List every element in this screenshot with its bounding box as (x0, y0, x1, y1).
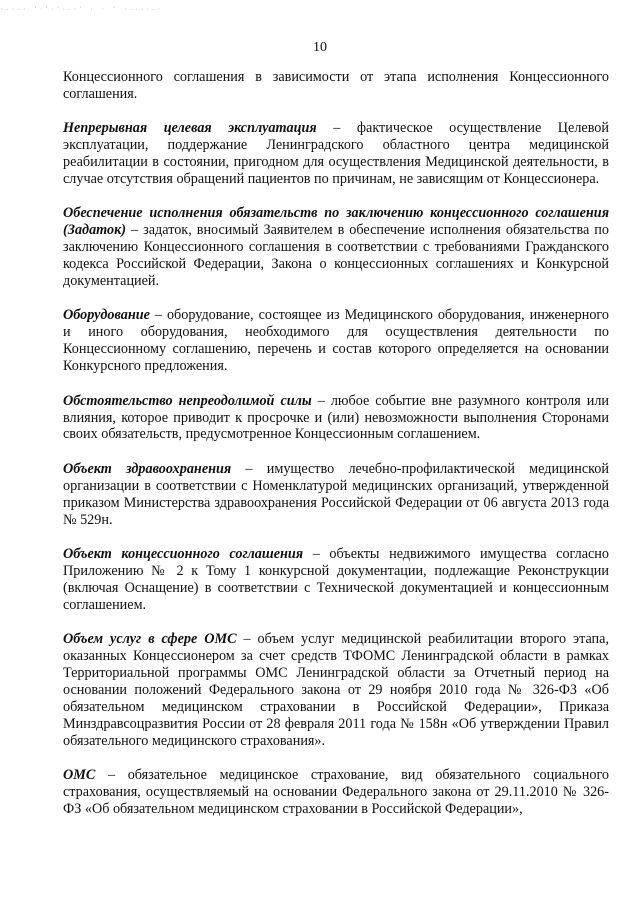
definition-healthcare-facility (63, 461, 609, 529)
definition-deposit (63, 205, 609, 290)
definition-term: Оборудование (63, 307, 150, 324)
definition-oms-services-volume (63, 631, 609, 749)
definition-text: – объем услуг медицинской реабилитации второго этапа, оказанных Концессионером за счет средств ТФОМС Ленинградской области в рамках Территориальной программы ОМС Ленинградской области за Отчетный период на основании положений Федерального закона от 29 ноября 2010 года № 326-ФЗ «Об обязательном медицинском страховании в Российской Федерации», Приказа Минздравсоцразвития России от 28 февраля 2011 года № 158н «Об утверждении Правил обязательного медицинского страхования». (63, 631, 609, 749)
definition-oms (63, 767, 609, 818)
document-body (63, 69, 609, 835)
definition-term: Непрерывная целевая эксплуатация (63, 120, 317, 137)
definition-force-majeure (63, 393, 609, 444)
definition-text: – имущество лечебно-профилактической медицинской организации в соответствии с Номенклатурой медицинских организаций, утвержденной приказом Министерства здравоохранения Российской Федерации от 06 августа 2013 года № 529н. (63, 460, 609, 528)
page-number: 10 (313, 40, 327, 55)
definition-text: – любое событие вне разумного контроля или влияния, которое приводит к просрочке и (или) невозможности выполнения Сторонами своих обязательств, предусмотренное Концессионным соглашением. (63, 392, 609, 443)
paragraph-text: Концессионного соглашения в зависимости от этапа исполнения Концессионного соглашения. (63, 69, 609, 102)
definition-term: Обстоятельство непреодолимой силы (63, 392, 312, 409)
definition-term: Объект концессионного соглашения (63, 545, 304, 562)
scan-noise: ·-·-· '·'·'·-·' · · ' ·-·-·-· (0, 6, 163, 13)
definition-continuous-operation (63, 120, 609, 188)
definition-text: – объекты недвижимого имущества согласно Приложению № 2 к Тому 1 конкурсной документации, подлежащие Реконструкции (включая Оснащение) в соответствии с Технической документацией и концессионным соглашением. (63, 545, 609, 613)
paragraph-continuation (63, 69, 609, 103)
definition-equipment (63, 307, 609, 375)
definition-term: ОМС (63, 766, 96, 783)
definition-text: – задаток, вносимый Заявителем в обеспечение исполнения обязательства по заключению Концессионного соглашения в соответствии с требованиями Гражданского кодекса Российской Федерации, Закона о концессионных соглашениях и Конкурсной документацией. (63, 222, 609, 290)
definition-text: – обязательное медицинское страхование, вид обязательного социального страхования, осуществляемый на основании Федерального закона от 29.11.2010 № 326-ФЗ «Об обязательном медицинском страховании в Российской Федерации», (63, 766, 609, 817)
definition-term: Объем услуг в сфере ОМС (63, 631, 237, 648)
definition-concession-object (63, 546, 609, 614)
definition-term: Обеспечение исполнения обязательств по заключению концессионного соглашения (Задаток) (63, 205, 609, 239)
definition-term: Объект здравоохранения (63, 460, 232, 477)
definition-text: – оборудование, состоящее из Медицинского оборудования, инженерного и иного оборудования, необходимого для осуществления деятельности по Концессионному соглашению, перечень и состав которого определяется на основании Конкурсного предложения. (63, 307, 609, 375)
definition-text: – фактическое осуществление Целевой эксплуатации, поддержание Ленинградского областного центра медицинской реабилитации в состоянии, пригодном для осуществления Медицинской деятельности, в случае отсутствия обращений пациентов по причинам, не зависящим от Концессионера. (63, 120, 609, 188)
